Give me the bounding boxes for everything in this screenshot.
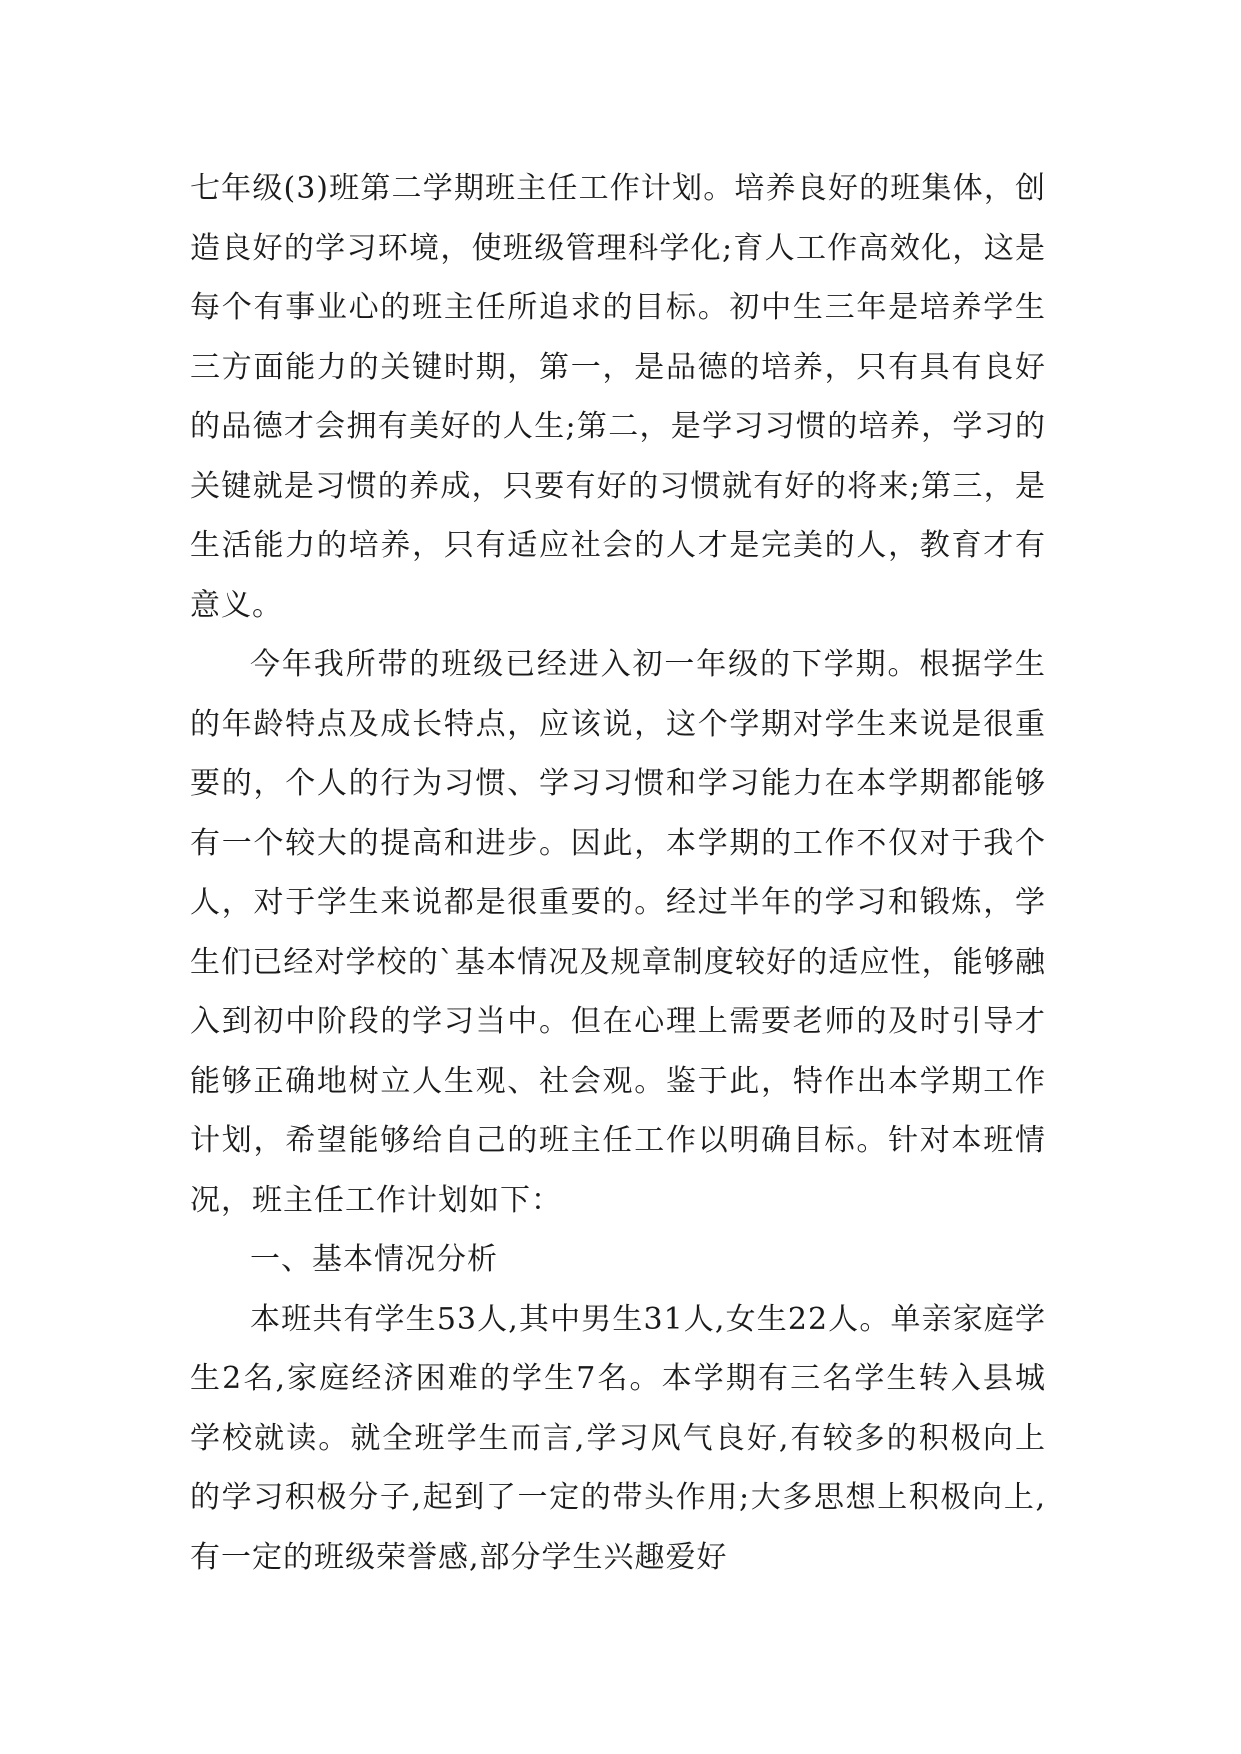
paragraph-intro: 七年级(3)班第二学期班主任工作计划。培养良好的班集体，创造良好的学习环境，使班级管理科学化;育人工作高效化，这是每个有事业心的班主任所追求的目标。初中生三年是培养学生三方面能力的关键时期，第一，是品德的培养，只有具有良好的品德才会拥有美好的人生;第二，是学习习惯的培养，学习的关键就是习惯的养成，只要有好的习惯就有好的将来;第三，是生活能力的培养，只有适应社会的人才是完美的人，教育才有意义。 [190, 171, 1046, 623]
document-body [190, 159, 1046, 1587]
section-heading-basic-analysis: 一、基本情况分析 [250, 1242, 498, 1277]
paragraph-class-statistics: 本班共有学生53人,其中男生31人,女生22人。单亲家庭学生2名,家庭经济困难的学生7名。本学期有三名学生转入县城学校就读。就全班学生而言,学习风气良好,有较多的积极向上的学习积极分子,起到了一定的带头作用;大多思想上积极向上,有一定的班级荣誉感,部分学生兴趣爱好 [190, 1301, 1046, 1575]
paragraph-semester-overview: 今年我所带的班级已经进入初一年级的下学期。根据学生的年龄特点及成长特点，应该说，这个学期对学生来说是很重要的，个人的行为习惯、学习习惯和学习能力在本学期都能够有一个较大的提高和进步。因此，本学期的工作不仅对于我个人，对于学生来说都是很重要的。经过半年的学习和锻炼，学生们已经对学校的`基本情况及规章制度较好的适应性，能够融入到初中阶段的学习当中。但在心理上需要老师的及时引导才能够正确地树立人生观、社会观。鉴于此，特作出本学期工作计划，希望能够给自己的班主任工作以明确目标。针对本班情况，班主任工作计划如下： [190, 647, 1046, 1218]
